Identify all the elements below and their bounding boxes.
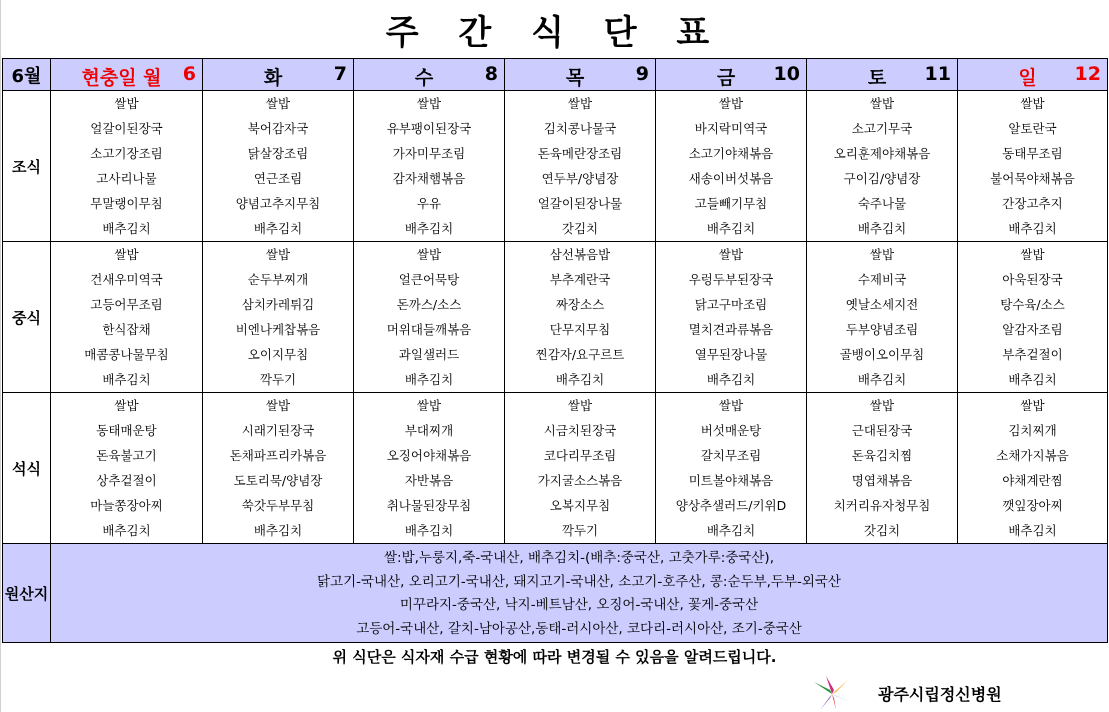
menu-item: 배추김치 <box>404 221 454 236</box>
menu-cell <box>51 91 203 242</box>
origin-row <box>3 544 1108 643</box>
meal-label: 조식 <box>3 91 51 242</box>
day-date: 7 <box>333 63 347 85</box>
day-header-3 <box>505 59 656 91</box>
menu-item: 쌀밥 <box>114 96 139 111</box>
menu-item: 불어묵야채볶음 <box>990 171 1075 186</box>
menu-item: 부추계란국 <box>549 272 611 287</box>
origin-info <box>51 544 1108 643</box>
day-header-0 <box>51 59 203 91</box>
menu-item: 무말랭이무침 <box>90 196 163 211</box>
menu-item: 배추김치 <box>706 221 756 236</box>
day-name: 토 <box>867 67 887 89</box>
day-date: 8 <box>484 63 498 85</box>
menu-item: 동태매운탕 <box>96 423 157 438</box>
menu-item: 오리훈제야채볶음 <box>833 146 931 161</box>
menu-item: 명엽채볶음 <box>851 473 913 488</box>
menu-item: 바지락미역국 <box>694 121 768 136</box>
menu-item: 얼갈이된장국 <box>90 121 163 136</box>
menu-item: 고등어무조림 <box>90 297 163 312</box>
menu-item: 비엔나케찹볶음 <box>235 322 321 337</box>
menu-item: 쌀밥 <box>567 398 593 413</box>
menu-item: 얼갈이된장나물 <box>537 196 623 211</box>
day-name: 현충일 월 <box>81 67 162 89</box>
menu-item: 쌀밥 <box>718 247 744 262</box>
menu-item: 쌀밥 <box>869 398 895 413</box>
menu-item: 삼치카레튀김 <box>241 297 315 312</box>
menu-item: 쌀밥 <box>718 96 744 111</box>
menu-item: 부추겉절이 <box>1002 347 1063 362</box>
menu-item: 쌀밥 <box>416 398 442 413</box>
origin-line: 고등어-국내산, 갈치-남아공산,동태-러시아산, 코다리-러시아산, 조기-중국산 <box>356 620 802 637</box>
menu-item: 돈육메란장조림 <box>537 146 623 161</box>
meal-label: 석식 <box>3 393 51 544</box>
menu-item: 김치찌개 <box>1008 423 1057 438</box>
menu-cell <box>51 393 203 544</box>
menu-item: 코다리무조림 <box>543 448 617 463</box>
menu-item: 배추김치 <box>404 372 454 387</box>
menu-item: 우유 <box>416 196 442 211</box>
day-date: 6 <box>182 63 196 85</box>
menu-cell <box>807 242 958 393</box>
menu-item: 양념고추지무침 <box>235 196 321 211</box>
menu-cell <box>656 91 807 242</box>
menu-item: 우렁두부된장국 <box>688 272 774 287</box>
menu-cell <box>958 393 1108 544</box>
menu-item: 삼선볶음밥 <box>549 247 611 262</box>
menu-item: 찐감자/요구르트 <box>535 347 625 362</box>
page-title <box>0 0 1109 58</box>
menu-item: 쌀밥 <box>567 96 593 111</box>
hospital-logo-icon <box>812 674 852 712</box>
day-header-2 <box>354 59 505 91</box>
menu-cell <box>505 393 656 544</box>
day-name: 목 <box>565 67 585 89</box>
sheet-gridline <box>0 0 1 712</box>
menu-item: 김치콩나물국 <box>543 121 617 136</box>
menu-item: 배추김치 <box>555 372 605 387</box>
menu-item: 돈육김치찜 <box>851 448 913 463</box>
menu-item: 배추김치 <box>706 372 756 387</box>
day-date: 11 <box>924 63 951 85</box>
menu-item: 간장고추지 <box>1002 196 1063 211</box>
menu-item: 새송이버섯볶음 <box>688 171 774 186</box>
menu-item: 쌀밥 <box>1020 247 1045 262</box>
menu-item: 연근조림 <box>253 171 303 186</box>
menu-cell <box>807 393 958 544</box>
menu-item: 고들빼기무침 <box>694 196 768 211</box>
menu-item: 갓김치 <box>561 221 599 236</box>
menu-item: 배추김치 <box>102 221 151 236</box>
month-cell: 6월 <box>3 59 51 91</box>
menu-cell <box>354 242 505 393</box>
hospital-name: 광주시립정신병원 <box>878 685 1002 704</box>
menu-item: 돈육불고기 <box>96 448 157 463</box>
menu-item: 얼큰어묵탕 <box>398 272 460 287</box>
menu-item: 짜장소스 <box>555 297 605 312</box>
menu-cell <box>505 242 656 393</box>
menu-item: 상추겉절이 <box>96 473 157 488</box>
menu-item: 마늘쫑장아찌 <box>90 498 163 513</box>
menu-item: 쌀밥 <box>1020 96 1045 111</box>
menu-item: 근대된장국 <box>851 423 913 438</box>
menu-item: 배추김치 <box>253 221 303 236</box>
menu-item: 쌀밥 <box>416 247 442 262</box>
menu-item: 배추김치 <box>1008 221 1057 236</box>
menu-item: 취나물된장무침 <box>386 498 472 513</box>
day-date: 12 <box>1074 63 1101 85</box>
menu-item: 오징어야채볶음 <box>386 448 472 463</box>
day-name: 금 <box>716 67 736 89</box>
menu-item: 멸치견과류볶음 <box>688 322 774 337</box>
menu-item: 쌀밥 <box>869 96 895 111</box>
day-name: 화 <box>263 67 283 89</box>
menu-item: 알감자조림 <box>1002 322 1063 337</box>
menu-item: 배추김치 <box>102 523 151 538</box>
menu-item: 연두부/양념장 <box>541 171 619 186</box>
menu-item: 아욱된장국 <box>1002 272 1063 287</box>
menu-item: 두부양념조림 <box>845 322 919 337</box>
menu-item: 미트볼야채볶음 <box>688 473 774 488</box>
menu-item: 건새우미역국 <box>90 272 163 287</box>
menu-item: 버섯매운탕 <box>700 423 762 438</box>
menu-item: 열무된장나물 <box>694 347 768 362</box>
day-header-5 <box>807 59 958 91</box>
menu-item: 순두부찌개 <box>247 272 309 287</box>
menu-item: 부대찌개 <box>404 423 454 438</box>
menu-item: 감자채햄볶음 <box>392 171 466 186</box>
menu-item: 수제비국 <box>857 272 907 287</box>
menu-item: 깻잎장아찌 <box>1002 498 1063 513</box>
menu-item: 치커리유자청무침 <box>833 498 931 513</box>
menu-item: 깍두기 <box>561 523 599 538</box>
menu-cell <box>354 91 505 242</box>
menu-item: 배추김치 <box>1008 523 1057 538</box>
menu-item: 알토란국 <box>1008 121 1057 136</box>
menu-item: 단무지무침 <box>549 322 611 337</box>
menu-item: 배추김치 <box>253 523 303 538</box>
origin-line: 닭고기-국내산, 오리고기-국내산, 돼지고기-국내산, 소고기-호주산, 콩:순두부,두부-외국산 <box>317 573 841 590</box>
menu-item: 갓김치 <box>863 523 901 538</box>
menu-item: 돈채파프리카볶음 <box>229 448 327 463</box>
menu-item: 골뱅이오이무침 <box>839 347 925 362</box>
menu-table <box>2 58 1108 643</box>
menu-cell <box>656 393 807 544</box>
menu-cell <box>807 91 958 242</box>
menu-cell <box>203 242 354 393</box>
menu-item: 소고기야채볶음 <box>688 146 774 161</box>
menu-item: 쑥갓두부무침 <box>241 498 315 513</box>
menu-item: 쌀밥 <box>114 247 139 262</box>
menu-cell <box>203 91 354 242</box>
menu-item: 자반볶음 <box>404 473 454 488</box>
menu-item: 소고기장조림 <box>90 146 163 161</box>
title-text: 주 간 식 단 표 <box>385 12 724 53</box>
menu-item: 매콤콩나물무침 <box>84 347 169 362</box>
day-header-4 <box>656 59 807 91</box>
menu-item: 숙주나물 <box>857 196 907 211</box>
menu-item: 오이지무침 <box>247 347 309 362</box>
menu-item: 도토리묵/양념장 <box>233 473 323 488</box>
menu-item: 과일샐러드 <box>398 347 460 362</box>
menu-item: 옛날소세지전 <box>845 297 919 312</box>
menu-item: 닭살장조림 <box>247 146 309 161</box>
day-name: 수 <box>414 67 434 89</box>
menu-item: 쌀밥 <box>265 247 291 262</box>
menu-item: 북어감자국 <box>247 121 309 136</box>
menu-item: 시래기된장국 <box>241 423 315 438</box>
menu-item: 깍두기 <box>259 372 297 387</box>
meal-label: 중식 <box>3 242 51 393</box>
menu-item: 쌀밥 <box>869 247 895 262</box>
origin-label: 원산지 <box>3 544 51 643</box>
menu-item: 배추김치 <box>102 372 151 387</box>
header-row <box>3 59 1108 91</box>
menu-item: 배추김치 <box>1008 372 1057 387</box>
menu-item: 배추김치 <box>857 372 907 387</box>
menu-item: 오복지무침 <box>549 498 611 513</box>
menu-item: 쌀밥 <box>1020 398 1045 413</box>
menu-item: 구이김/양념장 <box>843 171 921 186</box>
menu-item: 양상추샐러드/키위D <box>675 498 787 513</box>
day-date: 9 <box>635 63 649 85</box>
origin-line: 쌀:밥,누룽지,죽-국내산, 배추김치-(배추:중국산, 고춧가루:중국산), <box>384 550 774 566</box>
origin-line: 미꾸라지-중국산, 낙지-베트남산, 오징어-국내산, 꽃게-중국산 <box>399 597 759 613</box>
menu-item: 한식잡채 <box>102 322 151 337</box>
menu-cell <box>51 242 203 393</box>
menu-item: 시금치된장국 <box>543 423 617 438</box>
menu-item: 쌀밥 <box>265 398 291 413</box>
menu-cell <box>354 393 505 544</box>
day-name: 일 <box>1018 67 1037 89</box>
meal-row-0 <box>3 91 1108 242</box>
menu-item: 가지굴소스볶음 <box>537 473 623 488</box>
menu-item: 배추김치 <box>706 523 756 538</box>
menu-item: 동태무조림 <box>1002 146 1063 161</box>
menu-cell <box>203 393 354 544</box>
menu-item: 고사리나물 <box>96 171 157 186</box>
notice-text: 위 식단은 식자재 수급 현황에 따라 변경될 수 있음을 알려드립니다. <box>332 648 777 666</box>
menu-item: 머위대들깨볶음 <box>386 322 472 337</box>
menu-item: 가자미무조림 <box>392 146 466 161</box>
menu-item: 쌀밥 <box>114 398 139 413</box>
menu-cell <box>505 91 656 242</box>
day-header-1 <box>203 59 354 91</box>
menu-item: 배추김치 <box>857 221 907 236</box>
day-date: 10 <box>773 63 800 85</box>
menu-item: 야채계란찜 <box>1002 473 1063 488</box>
menu-item: 탕수육/소스 <box>1000 297 1065 312</box>
menu-item: 갈치무조림 <box>700 448 762 463</box>
menu-item: 소고기무국 <box>851 121 913 136</box>
menu-item: 유부팽이된장국 <box>386 121 472 136</box>
menu-cell <box>958 242 1108 393</box>
menu-item: 소채가지볶음 <box>996 448 1069 463</box>
menu-item: 닭고구마조림 <box>694 297 768 312</box>
menu-cell <box>656 242 807 393</box>
day-header-6 <box>958 59 1108 91</box>
menu-item: 쌀밥 <box>416 96 442 111</box>
meal-row-1 <box>3 242 1108 393</box>
meal-row-2 <box>3 393 1108 544</box>
menu-item: 돈까스/소스 <box>396 297 462 312</box>
menu-item: 배추김치 <box>404 523 454 538</box>
menu-item: 쌀밥 <box>718 398 744 413</box>
menu-item: 쌀밥 <box>265 96 291 111</box>
menu-cell <box>958 91 1108 242</box>
